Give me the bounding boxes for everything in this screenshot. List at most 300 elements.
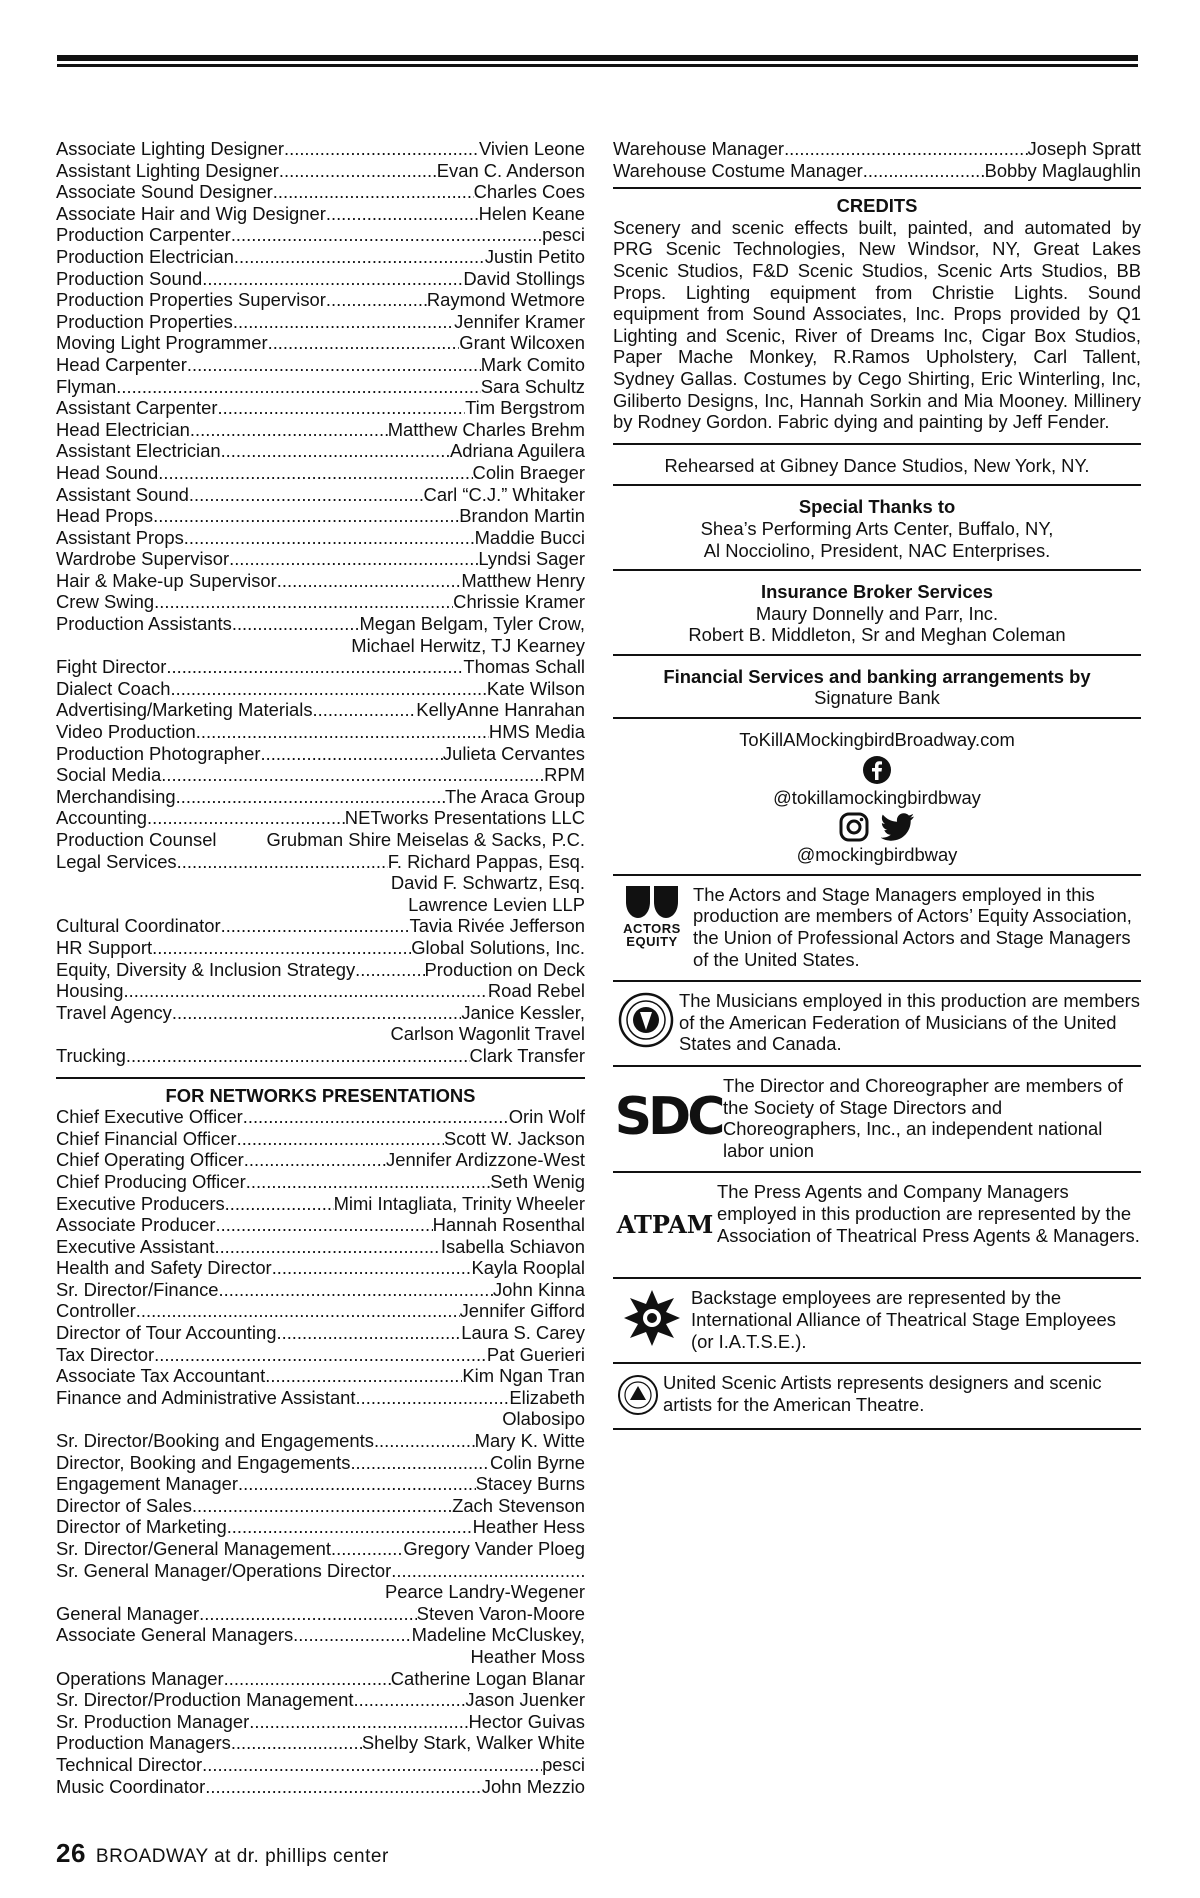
credit-name: F. Richard Pappas, Esq. bbox=[387, 850, 585, 872]
networks-list bbox=[56, 1106, 585, 1797]
credit-role: Accounting bbox=[56, 807, 147, 829]
credit-role: Associate Lighting Designer bbox=[56, 138, 284, 159]
credit-name: Sara Schultz bbox=[480, 375, 585, 397]
credit-row bbox=[56, 1603, 585, 1625]
dot-leader bbox=[233, 311, 454, 333]
credit-row bbox=[56, 160, 585, 182]
credit-name: Orin Wolf bbox=[508, 1106, 585, 1128]
credit-row bbox=[56, 224, 585, 246]
credit-role: Production Electrician bbox=[56, 245, 234, 267]
credit-row bbox=[56, 1711, 585, 1733]
credits-list bbox=[56, 138, 585, 1067]
atpam-logo bbox=[613, 1181, 717, 1267]
dot-leader bbox=[221, 915, 410, 937]
credit-name: John Kinna bbox=[492, 1278, 585, 1300]
networks-section bbox=[56, 1077, 585, 1798]
credit-role: Production Properties Supervisor bbox=[56, 289, 326, 311]
credit-row bbox=[56, 915, 585, 937]
facebook-icon[interactable] bbox=[862, 755, 892, 785]
thanks-line-1: Shea’s Performing Arts Center, Buffalo, NY, bbox=[700, 517, 1054, 539]
credit-row bbox=[56, 462, 585, 484]
credit-name: Megan Belgam, Tyler Crow, bbox=[359, 613, 585, 635]
credit-row bbox=[56, 699, 585, 721]
credit-role: Head Sound bbox=[56, 461, 159, 483]
credit-row bbox=[56, 1344, 585, 1366]
iatse-text: Backstage employees are represented by the International Alliance of Theatrical Stage Employees (or I.A.T.S.E.). bbox=[691, 1287, 1116, 1352]
dot-leader bbox=[147, 807, 345, 829]
credit-name: Hannah Rosenthal bbox=[432, 1214, 585, 1236]
credit-row bbox=[56, 1257, 585, 1279]
credit-name: Global Solutions, Inc. bbox=[411, 936, 585, 958]
credit-name: Gregory Vander Ploeg bbox=[403, 1538, 585, 1559]
credit-role: Chief Financial Officer bbox=[56, 1127, 237, 1149]
credit-name: Maddie Bucci bbox=[474, 526, 585, 548]
credit-role: Video Production bbox=[56, 721, 196, 743]
afm-seal-icon bbox=[618, 992, 674, 1048]
credit-role: Moving Light Programmer bbox=[56, 332, 268, 354]
credit-role: Chief Executive Officer bbox=[56, 1106, 243, 1128]
footer-text: BROADWAY at dr. phillips center bbox=[95, 1846, 389, 1867]
equity-logo-top: ACTORS bbox=[623, 920, 681, 936]
credit-role: Executive Assistant bbox=[56, 1235, 215, 1257]
credit-role: Cultural Coordinator bbox=[56, 915, 221, 937]
credit-name: Evan C. Anderson bbox=[436, 159, 585, 181]
atpam-text: The Press Agents and Company Managers employed in this production are represented by the Association of Theatrical Press Agents & Managers. bbox=[717, 1181, 1140, 1246]
credit-role: HR Support bbox=[56, 936, 153, 958]
credit-role: Head Props bbox=[56, 505, 154, 527]
credit-role: Tax Director bbox=[56, 1343, 155, 1365]
credit-name: Julieta Cervantes bbox=[442, 742, 585, 764]
credit-name: Pat Guerieri bbox=[486, 1343, 585, 1365]
dot-leader bbox=[244, 1149, 386, 1171]
credit-name: Bobby Maglaughlin bbox=[984, 159, 1141, 181]
credit-name-continued: David F. Schwartz, Esq. bbox=[390, 872, 585, 894]
credit-name: Adriana Aguilera bbox=[450, 440, 585, 462]
dot-leader bbox=[176, 786, 445, 808]
credit-role: Advertising/Marketing Materials bbox=[56, 699, 313, 721]
financial-line-1: Signature Bank bbox=[814, 687, 940, 709]
credit-name: Madeline McCluskey, bbox=[411, 1624, 585, 1646]
credit-role: Production Sound bbox=[56, 267, 203, 289]
credit-row bbox=[56, 138, 585, 160]
sdc-text: The Director and Choreographer are members of the Society of Stage Directors and Choreographers, Inc., an independent national labor union bbox=[723, 1075, 1123, 1161]
afm-notice bbox=[613, 980, 1141, 1065]
dot-leader bbox=[784, 138, 1027, 160]
credit-role: Assistant Props bbox=[56, 526, 184, 548]
credit-name: Road Rebel bbox=[487, 980, 585, 1002]
afm-text: The Musicians employed in this production are members of the American Federation of Musicians of the United States and Canada. bbox=[679, 990, 1140, 1055]
credit-row bbox=[56, 1149, 585, 1171]
credit-name: Tim Bergstrom bbox=[465, 397, 585, 419]
dot-leader bbox=[154, 591, 453, 613]
credit-role: Production Assistants bbox=[56, 613, 232, 635]
dot-leader bbox=[313, 699, 417, 721]
dot-leader bbox=[153, 505, 459, 527]
credit-row bbox=[613, 160, 1141, 182]
dot-leader bbox=[221, 440, 450, 462]
credit-name: Production on Deck bbox=[424, 958, 585, 980]
credit-role: Associate Hair and Wig Designer bbox=[56, 202, 326, 224]
equity-notice bbox=[613, 874, 1141, 980]
credit-name-continued: Heather Moss bbox=[470, 1645, 585, 1667]
credit-row bbox=[56, 376, 585, 398]
credit-row bbox=[613, 138, 1141, 160]
credit-name: Kayla Rooplal bbox=[471, 1257, 585, 1279]
credit-row bbox=[56, 1516, 585, 1538]
credit-row bbox=[56, 1365, 585, 1387]
credit-role: Sr. General Manager/Operations Director bbox=[56, 1559, 392, 1581]
dot-leader bbox=[123, 980, 487, 1002]
credit-row bbox=[56, 678, 585, 700]
dot-leader bbox=[214, 1236, 440, 1258]
credit-row bbox=[56, 484, 585, 506]
dot-leader bbox=[237, 1128, 444, 1150]
theatre-masks-icon bbox=[622, 884, 682, 922]
credit-row bbox=[56, 1387, 585, 1409]
thanks-heading: Special Thanks to bbox=[798, 496, 956, 518]
dot-leader bbox=[355, 959, 424, 981]
dot-leader bbox=[224, 1668, 391, 1690]
credit-role: Warehouse Costume Manager bbox=[613, 159, 863, 181]
credit-name: Grant Wilcoxen bbox=[459, 332, 585, 354]
credit-row bbox=[56, 1473, 585, 1495]
credit-name: Hector Guivas bbox=[468, 1710, 585, 1732]
credit-row bbox=[56, 1279, 585, 1301]
dot-leader bbox=[273, 181, 474, 203]
credit-role: Production Properties bbox=[56, 310, 233, 332]
dot-leader bbox=[350, 1452, 490, 1474]
dot-leader bbox=[356, 1387, 510, 1409]
usa-text: United Scenic Artists represents designers and scenic artists for the American Theatre. bbox=[663, 1372, 1102, 1415]
dot-leader bbox=[231, 224, 542, 246]
credit-row bbox=[56, 527, 585, 549]
credit-name: Helen Keane bbox=[478, 202, 585, 224]
credit-row bbox=[56, 268, 585, 290]
credit-name: RPM bbox=[544, 764, 585, 786]
dot-leader bbox=[265, 1365, 462, 1387]
credit-row bbox=[56, 980, 585, 1002]
credit-name: Jennifer Kramer bbox=[454, 310, 585, 332]
bottom-rule bbox=[613, 1428, 1141, 1430]
facebook-handle[interactable]: @tokillamockingbirdbway bbox=[773, 786, 981, 808]
credit-row bbox=[56, 1668, 585, 1690]
credit-role: Finance and Administrative Assistant bbox=[56, 1386, 356, 1408]
credit-row bbox=[56, 656, 585, 678]
credit-row bbox=[56, 1754, 585, 1776]
credit-role: Sr. Director/General Management bbox=[56, 1538, 331, 1559]
credit-name: Lyndsi Sager bbox=[478, 548, 585, 570]
credit-row bbox=[56, 1002, 585, 1024]
credit-role: Flyman bbox=[56, 375, 117, 397]
sdc-logo bbox=[613, 1075, 723, 1161]
dot-leader bbox=[293, 1624, 411, 1646]
credit-name: NETworks Presentations LLC bbox=[344, 807, 585, 829]
credit-name: Charles Coes bbox=[473, 181, 585, 203]
credit-name: pesci bbox=[542, 1753, 585, 1775]
credit-role: Housing bbox=[56, 980, 124, 1002]
credit-name-continued: Pearce Landry-Wegener bbox=[384, 1581, 585, 1603]
credit-row bbox=[56, 786, 585, 808]
credit-row bbox=[56, 743, 585, 765]
credit-row bbox=[56, 332, 585, 354]
networks-heading: FOR NETWORKS PRESENTATIONS bbox=[165, 1084, 476, 1106]
credit-name: Zach Stevenson bbox=[452, 1494, 585, 1516]
credit-role: Sr. Production Manager bbox=[56, 1710, 250, 1732]
sdc-notice bbox=[613, 1065, 1141, 1171]
usa-notice bbox=[613, 1362, 1141, 1428]
credit-name-continued: Lawrence Levien LLP bbox=[408, 893, 585, 915]
credit-role: Controller bbox=[56, 1300, 136, 1322]
credit-name: Mary K. Witte bbox=[474, 1430, 585, 1452]
credit-name: Colin Braeger bbox=[472, 461, 585, 483]
insurance-box bbox=[613, 569, 1141, 654]
iatse-logo bbox=[613, 1287, 691, 1347]
dot-leader bbox=[177, 851, 388, 873]
afm-logo bbox=[613, 990, 679, 1050]
dot-leader bbox=[232, 613, 360, 635]
usa-seal-icon bbox=[617, 1374, 659, 1416]
credit-role: Technical Director bbox=[56, 1753, 203, 1775]
dot-leader bbox=[154, 1344, 487, 1366]
credit-role: Head Carpenter bbox=[56, 353, 187, 375]
dot-leader bbox=[215, 1214, 432, 1236]
credit-name: Jennifer Gifford bbox=[459, 1300, 585, 1322]
credit-role: Production Carpenter bbox=[56, 224, 231, 246]
insurance-line-2: Robert B. Middleton, Sr and Meghan Coleman bbox=[688, 624, 1066, 646]
credit-name: Thomas Schall bbox=[463, 656, 585, 678]
iatse-notice bbox=[613, 1277, 1141, 1362]
credit-row bbox=[56, 289, 585, 311]
credit-row bbox=[56, 1495, 585, 1517]
credit-row bbox=[56, 1300, 585, 1322]
credit-role: Social Media bbox=[56, 764, 162, 786]
dot-leader bbox=[234, 246, 485, 268]
dot-leader bbox=[231, 1732, 362, 1754]
credit-name: Clark Transfer bbox=[469, 1044, 585, 1066]
credit-role: Assistant Carpenter bbox=[56, 397, 218, 419]
credit-row bbox=[56, 1236, 585, 1258]
credit-name: Mimi Intagliata, Trinity Wheeler bbox=[333, 1192, 585, 1214]
credit-name: Jason Juenker bbox=[465, 1689, 585, 1711]
credit-role: Associate Sound Designer bbox=[56, 181, 273, 203]
dot-leader bbox=[229, 548, 478, 570]
dot-leader bbox=[277, 570, 462, 592]
credit-role: Director of Sales bbox=[56, 1494, 192, 1516]
credit-row bbox=[56, 807, 585, 829]
credit-row bbox=[56, 1322, 585, 1344]
credit-row bbox=[56, 721, 585, 743]
credit-name: The Araca Group bbox=[444, 785, 585, 807]
instagram-icon[interactable] bbox=[839, 812, 869, 842]
credit-name: Steven Varon-Moore bbox=[416, 1602, 585, 1624]
twitter-icon[interactable] bbox=[881, 812, 915, 842]
financial-box bbox=[613, 654, 1141, 717]
credit-role: Travel Agency bbox=[56, 1001, 172, 1023]
credit-name: HMS Media bbox=[488, 721, 585, 743]
equity-logo-bottom: EQUITY bbox=[626, 933, 678, 949]
credit-row bbox=[56, 505, 585, 527]
insurance-heading: Insurance Broker Services bbox=[760, 581, 994, 603]
credit-row bbox=[56, 1106, 585, 1128]
insta-twitter-handle[interactable]: @mockingbirdbway bbox=[796, 844, 958, 866]
credit-row bbox=[56, 1193, 585, 1215]
credit-name: Catherine Logan Blanar bbox=[390, 1667, 585, 1689]
credit-role: Director of Tour Accounting bbox=[56, 1322, 277, 1344]
dot-leader bbox=[279, 160, 437, 182]
credit-role: Trucking bbox=[56, 1044, 126, 1066]
dot-leader bbox=[863, 160, 985, 182]
credit-role: Fight Director bbox=[56, 656, 167, 678]
dot-leader bbox=[187, 354, 481, 376]
credit-name: John Mezzio bbox=[481, 1775, 585, 1797]
credits-section bbox=[613, 187, 1141, 443]
credit-role: Merchandising bbox=[56, 785, 176, 807]
thanks-line-2: Al Nocciolino, President, NAC Enterprises. bbox=[703, 539, 1051, 561]
credit-row bbox=[56, 397, 585, 419]
credit-row bbox=[56, 181, 585, 203]
iatse-emblem-icon bbox=[622, 1288, 682, 1346]
credits-heading: CREDITS bbox=[836, 195, 918, 217]
credit-row bbox=[56, 764, 585, 786]
credit-role: Wardrobe Supervisor bbox=[56, 548, 230, 570]
credit-name: Matthew Charles Brehm bbox=[387, 418, 585, 440]
credit-role: Executive Producers bbox=[56, 1192, 225, 1214]
right-column bbox=[613, 138, 1141, 1430]
credit-row bbox=[56, 1214, 585, 1236]
credit-role: Sr. Director/Finance bbox=[56, 1278, 219, 1300]
credit-name: Janice Kessler, bbox=[461, 1001, 585, 1023]
website-link[interactable]: ToKillAMockingbirdBroadway.com bbox=[739, 729, 1015, 751]
credit-row bbox=[56, 1538, 585, 1560]
credit-row bbox=[56, 440, 585, 462]
dot-leader bbox=[202, 268, 463, 290]
page-number: 26 bbox=[56, 1838, 86, 1868]
credit-name: Heather Hess bbox=[472, 1516, 585, 1538]
credit-row bbox=[56, 1045, 585, 1067]
credit-row bbox=[56, 1776, 585, 1798]
dot-leader bbox=[276, 1322, 461, 1344]
credit-name: Stacey Burns bbox=[475, 1473, 585, 1495]
atpam-logo-text: ATPAM bbox=[616, 1209, 714, 1239]
dot-leader bbox=[353, 1689, 465, 1711]
sdc-logo-text: SDC bbox=[614, 1087, 722, 1148]
credit-name: KellyAnne Hanrahan bbox=[416, 699, 585, 721]
dot-leader bbox=[218, 397, 466, 419]
credit-role: Hair & Make-up Supervisor bbox=[56, 569, 277, 591]
credit-name: Kim Ngan Tran bbox=[462, 1365, 585, 1387]
dot-leader bbox=[166, 656, 463, 678]
dot-leader bbox=[243, 1106, 509, 1128]
credit-name: Joseph Spratt bbox=[1027, 138, 1141, 159]
credit-name-continued: Carlson Wagonlit Travel bbox=[390, 1023, 585, 1045]
credits-text: Scenery and scenic effects built, painted, and automated by PRG Scenic Technologies, New Windsor, NY, Great Lakes Scenic Studios, F&D Scenic Studios, Scenic Arts Studios, BB Props. Lighting equipment from Christie Lights. Sound equipment from Sound Associates, Inc. Props provided by Q1 Lighting and Scenic, River of Dreams Inc, Cigar Box Studios, Paper Mache Monkey, R.Ramos Upholstery, Carl Tallent, Sydney Gallas. Costumes by Cego Shirting, Eric Winterling, Inc, Giliberto Designs, Inc, Hannah Sorkin and Mia Mooney. Millinery by Rodney Gordon. Fabric dying and painting by Jeff Fender. bbox=[613, 216, 1141, 433]
dot-leader bbox=[136, 1300, 460, 1322]
credit-row bbox=[56, 570, 585, 592]
dot-leader bbox=[260, 743, 442, 765]
credit-role: Director of Marketing bbox=[56, 1516, 227, 1538]
page-footer bbox=[56, 1838, 389, 1869]
credit-row bbox=[56, 1430, 585, 1452]
dot-leader bbox=[170, 678, 486, 700]
credit-name-continued: Michael Herwitz, TJ Kearney bbox=[351, 634, 585, 656]
social-box bbox=[613, 717, 1141, 874]
dot-leader bbox=[227, 1516, 473, 1538]
dot-leader bbox=[272, 1257, 472, 1279]
credit-row bbox=[56, 203, 585, 225]
credit-row bbox=[56, 959, 585, 981]
credit-name: Brandon Martin bbox=[459, 505, 585, 527]
credit-name: pesci bbox=[542, 224, 585, 246]
financial-heading: Financial Services and banking arrangements by bbox=[663, 665, 1091, 687]
credit-name: Shelby Stark, Walker White bbox=[361, 1732, 585, 1754]
credit-role: Associate General Managers bbox=[56, 1624, 294, 1646]
credit-role: Engagement Manager bbox=[56, 1473, 238, 1495]
dot-leader bbox=[326, 289, 427, 311]
credit-name: Colin Byrne bbox=[489, 1451, 585, 1473]
credit-row bbox=[56, 591, 585, 613]
credit-row bbox=[56, 548, 585, 570]
credit-role: Associate Tax Accountant bbox=[56, 1365, 266, 1387]
credit-row bbox=[56, 311, 585, 333]
credit-name: Jennifer Ardizzone-West bbox=[386, 1149, 585, 1171]
dot-leader bbox=[326, 203, 479, 225]
credit-row bbox=[56, 829, 585, 851]
credit-role: Music Coordinator bbox=[56, 1775, 206, 1797]
credit-name: Chrissie Kramer bbox=[453, 591, 585, 613]
warehouse-list bbox=[613, 138, 1141, 181]
credit-role: Operations Manager bbox=[56, 1667, 224, 1689]
dot-leader bbox=[199, 1603, 417, 1625]
dot-leader bbox=[205, 1776, 482, 1798]
credit-role: Director, Booking and Engagements bbox=[56, 1451, 351, 1473]
credit-role: Sr. Director/Production Management bbox=[56, 1689, 354, 1711]
credit-role: Production Managers bbox=[56, 1732, 231, 1754]
credit-name: Grubman Shire Meiselas & Sacks, P.C. bbox=[266, 829, 585, 850]
atpam-notice bbox=[613, 1171, 1141, 1277]
credit-row bbox=[56, 354, 585, 376]
credit-role: Chief Operating Officer bbox=[56, 1149, 244, 1171]
credit-name: Mark Comito bbox=[480, 353, 585, 375]
dot-leader bbox=[116, 376, 480, 398]
credit-row bbox=[56, 1560, 585, 1582]
rehearsed-text: Rehearsed at Gibney Dance Studios, New York, NY. bbox=[664, 454, 1090, 476]
credit-name: Tavia Rivée Jefferson bbox=[409, 915, 585, 937]
credit-role: Associate Producer bbox=[56, 1214, 216, 1236]
dot-leader bbox=[196, 721, 489, 743]
dot-leader bbox=[202, 1754, 542, 1776]
dot-leader bbox=[158, 462, 472, 484]
credit-row bbox=[56, 851, 585, 873]
credit-role: Head Electrician bbox=[56, 418, 190, 440]
dot-leader bbox=[219, 1279, 493, 1301]
credit-role: General Manager bbox=[56, 1602, 200, 1624]
credit-name: Vivien Leone bbox=[478, 138, 585, 159]
credit-row bbox=[56, 1732, 585, 1754]
credit-role: Assistant Sound bbox=[56, 483, 189, 505]
credit-name: Kate Wilson bbox=[486, 677, 585, 699]
credit-name: Carl “C.J.” Whitaker bbox=[423, 483, 585, 505]
credit-name: Justin Petito bbox=[484, 245, 585, 267]
insurance-line-1: Maury Donnelly and Parr, Inc. bbox=[755, 602, 999, 624]
credit-name: Matthew Henry bbox=[461, 569, 585, 591]
dot-leader bbox=[126, 1045, 470, 1067]
dot-leader bbox=[152, 937, 411, 959]
credit-row bbox=[56, 613, 585, 635]
dot-leader bbox=[268, 332, 460, 354]
credit-name: Seth Wenig bbox=[490, 1170, 585, 1192]
dot-leader bbox=[172, 1002, 461, 1024]
credit-name: Laura S. Carey bbox=[461, 1322, 585, 1344]
